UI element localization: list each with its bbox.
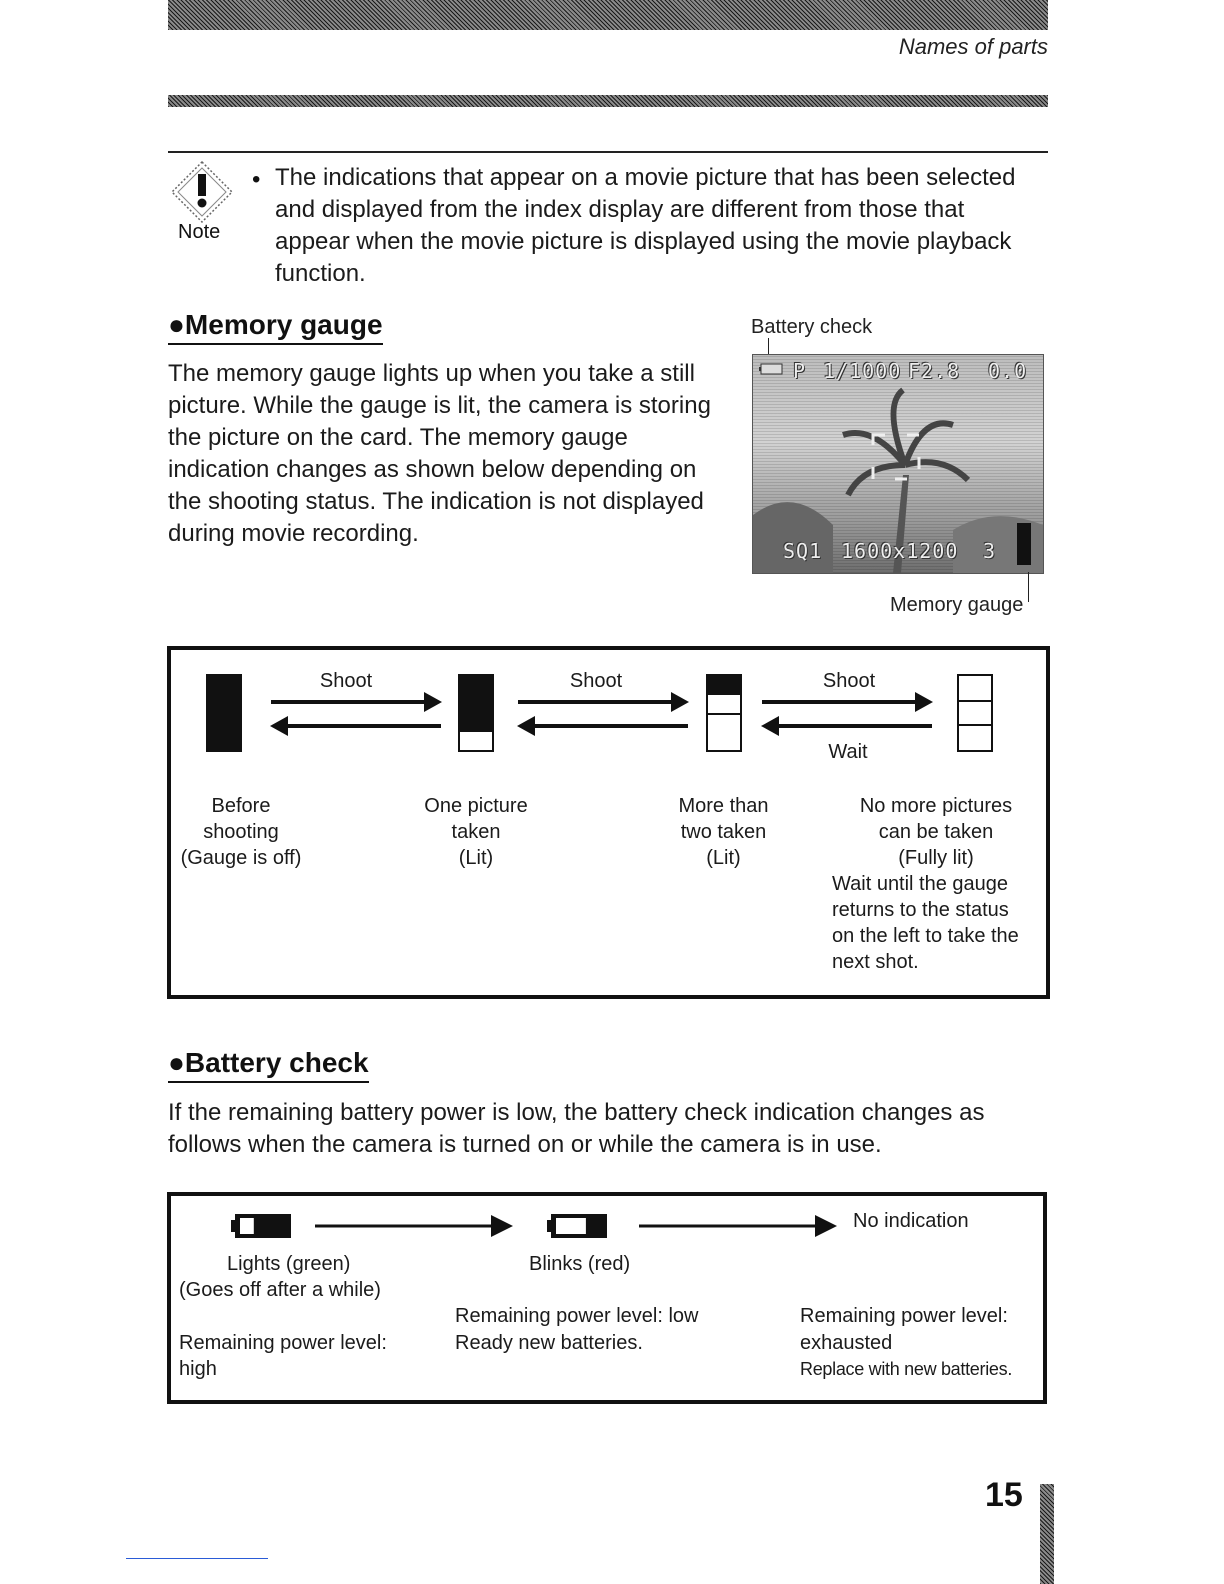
instruction-line: returns to the status — [832, 899, 1009, 921]
instruction-line: on the left to take the — [832, 925, 1019, 947]
note-label: Note — [178, 221, 221, 243]
osd-count: 3 — [983, 539, 997, 563]
instruction-line: Wait until the gauge — [832, 873, 1009, 895]
osd-quality: SQ1 — [783, 539, 823, 563]
caption-line: two taken — [680, 821, 767, 843]
battery-check-title: Battery check — [184, 1047, 369, 1078]
shoot-label-1: Shoot — [319, 670, 373, 692]
gauge-state-3 — [706, 674, 742, 752]
battery-low-icon — [547, 1212, 611, 1240]
battery-state-2-status: Blinks (red) — [529, 1253, 631, 1275]
page-tab — [1040, 1484, 1054, 1584]
caption-line: (Fully lit) — [898, 847, 974, 869]
caption-line: Before — [211, 795, 271, 817]
caption-line: shooting — [203, 821, 279, 843]
osd-ev: 0.0 — [988, 359, 1028, 383]
osd-size: 1600x1200 — [841, 539, 959, 563]
osd-mode: P — [793, 359, 807, 383]
page-number: 15 — [985, 1476, 1023, 1514]
shoot-label-2: Shoot — [569, 670, 623, 692]
memory-gauge-diagram — [167, 646, 1050, 999]
gauge-fill — [208, 676, 240, 750]
osd-aperture: F2.8 — [908, 359, 961, 383]
gauge-state-4 — [957, 674, 993, 752]
wait-label: Wait — [828, 741, 868, 763]
battery-state-1-level-value: high — [179, 1358, 217, 1380]
osd-shutter: 1/1000 — [823, 359, 902, 383]
battery-state-1-status: Lights (green) — [227, 1253, 351, 1275]
battery-state-3-level-value: exhausted — [800, 1332, 893, 1354]
battery-level-fill — [586, 1218, 602, 1234]
shoot-wait-arrows-1 — [266, 690, 446, 740]
battery-icon — [759, 363, 783, 375]
battery-state-2-level: Remaining power level: low — [455, 1305, 699, 1327]
camera-monitor-photo — [752, 354, 1044, 574]
memory-gauge-callout: Memory gauge — [890, 594, 1024, 616]
gauge-fill — [708, 676, 740, 695]
wait-instruction — [832, 871, 1042, 975]
battery-state-3-level: Remaining power level: — [800, 1305, 1008, 1327]
caption-line: (Gauge is off) — [180, 847, 302, 869]
note-text: The indications that appear on a movie picture that has been selected and displayed from the index display are different from those that appear when the movie picture is displayed using the movie playback function. — [275, 164, 1016, 287]
battery-state-2-advice: Ready new batteries. — [455, 1332, 643, 1354]
memory-gauge-title: Memory gauge — [184, 309, 383, 340]
heading-bullet: ● — [168, 309, 185, 340]
memory-gauge-indicator — [1017, 523, 1031, 565]
gauge-divider — [708, 713, 740, 715]
battery-level-fill — [254, 1218, 286, 1234]
state-caption-3 — [651, 793, 796, 871]
shoot-label-3: Shoot — [822, 670, 876, 692]
gauge-divider — [959, 700, 991, 702]
running-header: Names of parts — [898, 34, 1048, 59]
state-caption-1 — [171, 793, 311, 871]
caption-line: More than — [678, 795, 769, 817]
header-divider-band — [168, 95, 1048, 107]
caption-line: taken — [451, 821, 501, 843]
arrow-right-icon — [639, 1212, 839, 1240]
caption-line: One picture — [424, 795, 528, 817]
battery-check-callout: Battery check — [751, 316, 873, 338]
state-caption-2 — [401, 793, 551, 871]
memory-gauge-heading — [168, 309, 383, 345]
state-caption-4 — [831, 793, 1041, 871]
gauge-fill — [460, 676, 492, 732]
heading-bullet: ● — [168, 1047, 185, 1078]
gauge-state-1 — [206, 674, 242, 752]
battery-check-diagram — [167, 1192, 1047, 1404]
arrow-right-icon — [315, 1212, 515, 1240]
caption-line: (Lit) — [458, 847, 494, 869]
caption-line: (Lit) — [706, 847, 741, 869]
shoot-wait-arrows-3 — [757, 690, 937, 740]
warning-icon — [170, 160, 234, 224]
caption-line: No more pictures — [859, 795, 1013, 817]
note-bullet: • — [252, 166, 261, 193]
battery-check-heading — [168, 1047, 369, 1083]
battery-state-1-level: Remaining power level: — [179, 1332, 387, 1354]
header-band — [168, 0, 1048, 30]
battery-state-1-note: (Goes off after a while) — [179, 1279, 381, 1301]
no-indication-label: No indication — [853, 1210, 969, 1232]
gauge-state-2 — [458, 674, 494, 752]
footer-underline — [126, 1558, 268, 1559]
caption-line: can be taken — [878, 821, 994, 843]
battery-full-icon — [231, 1212, 295, 1240]
memory-gauge-body: The memory gauge lights up when you take a still picture. While the gauge is lit, the camera is storing the picture on the card. The memory gauge indication changes as shown below depending on the shooting status. The indication is not displayed during movie recording. — [168, 360, 711, 547]
memory-callout-line — [1028, 572, 1029, 602]
battery-check-body: If the remaining battery power is low, the battery check indication changes as follows when the camera is turned on or while the camera is in use. — [168, 1099, 985, 1158]
shoot-wait-arrows-2 — [513, 690, 693, 740]
instruction-line: next shot. — [832, 951, 919, 973]
note-rule — [168, 151, 1048, 153]
battery-state-3-advice: Replace with new batteries. — [800, 1359, 1013, 1379]
gauge-divider — [959, 724, 991, 726]
